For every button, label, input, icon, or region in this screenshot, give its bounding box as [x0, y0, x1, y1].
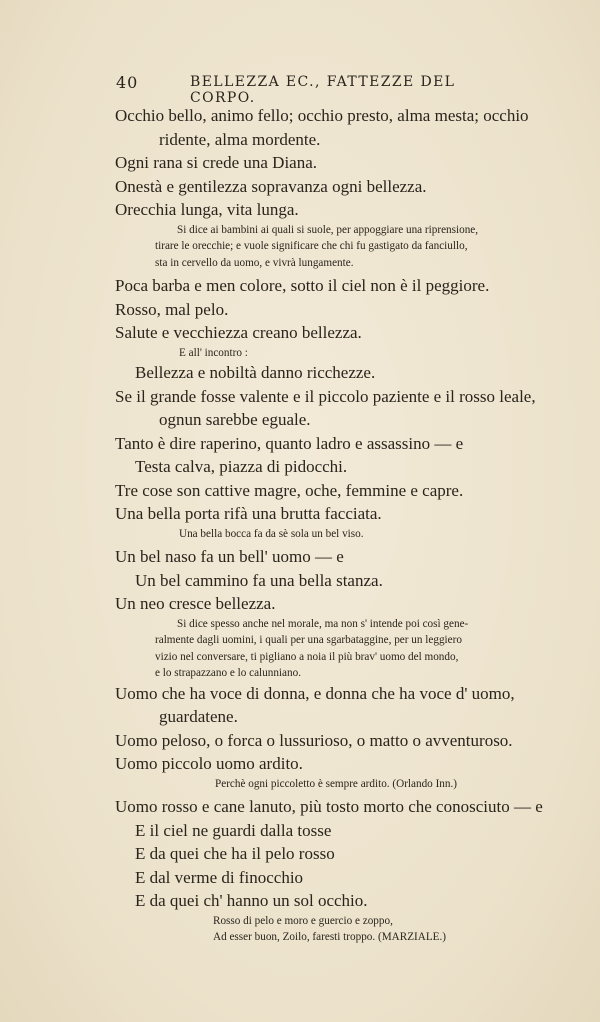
- note-line: Si dice spesso anche nel morale, ma non s' intende poi così gene-: [177, 617, 469, 630]
- proverb-line: Una bella porta rifà una brutta facciata.: [115, 504, 382, 523]
- proverb-line: Se il grande fosse valente e il piccolo paziente e il rosso leale,: [115, 386, 536, 406]
- proverb-line: Uomo piccolo uomo ardito.: [115, 754, 303, 773]
- proverb-line: Rosso, mal pelo.: [115, 299, 229, 319]
- page-body: [115, 104, 543, 946]
- note-line: sta in cervello da uomo, e vivrà lungamente.: [155, 256, 354, 269]
- note-line: vizio nel conversare, ti pigliano a noia il più brav' uomo del mondo,: [155, 650, 459, 663]
- proverb-line: Salute e vecchiezza creano bellezza.: [115, 323, 362, 342]
- proverb-line: Testa calva, piazza di pidocchi.: [135, 457, 348, 476]
- proverb-line: Ogni rana si crede una Diana.: [115, 153, 318, 172]
- running-title: BELLEZZA EC., FATTEZZE DEL CORPO.: [190, 74, 456, 106]
- verse-line: E da quei che ha il pelo rosso: [135, 844, 335, 863]
- proverb-line: Tre cose son cattive magre, oche, femmine e capre.: [115, 480, 464, 500]
- proverb-line: Uomo rosso e cane lanuto, più tosto morto che conosciuto — e: [115, 797, 543, 816]
- note-line: Una bella bocca fa da sè sola un bel viso.: [179, 527, 364, 540]
- proverb-line: Un bel naso fa un bell' uomo — e: [115, 547, 344, 566]
- proverb-line: Un bel cammino fa una bella stanza.: [135, 570, 383, 590]
- proverb-line: ognun sarebbe eguale.: [159, 410, 311, 429]
- note-line: tirare le orecchie; e vuole significare che chi fu gastigato da fanciullo,: [155, 240, 468, 252]
- proverb-line: Bellezza e nobiltà danno ricchezze.: [135, 363, 376, 382]
- epigram-line: Ad esser buon, Zoilo, faresti troppo. (MARZIALE.): [213, 931, 447, 943]
- proverb-line: Uomo peloso, o forca o lussurioso, o matto o avventuroso.: [115, 730, 513, 750]
- proverb-line: Occhio bello, animo fello; occhio presto, alma mesta; occhio: [115, 106, 529, 125]
- note-line: Perchè ogni piccoletto è sempre ardito. (Orlando Inn.): [215, 777, 458, 790]
- proverb-line: Onestà e gentilezza sopravanza ogni bellezza.: [115, 176, 427, 196]
- note-line: Si dice ai bambini ai quali si suole, per appoggiare una riprensione,: [177, 223, 479, 236]
- proverb-line: Un neo cresce bellezza.: [115, 594, 276, 613]
- proverb-line: Uomo che ha voce di donna, e donna che ha voce d' uomo,: [115, 683, 515, 703]
- note-line: ralmente dagli uomini, i quali per una sgarbataggine, per un leggiero: [155, 634, 462, 646]
- epigram-line: Rosso di pelo e moro e guercio e zoppo,: [213, 914, 393, 927]
- proverb-line: Poca barba e men colore, sotto il ciel non è il peggiore.: [115, 276, 490, 295]
- proverb-line: ridente, alma mordente.: [159, 129, 321, 149]
- proverb-line: Tanto è dire raperino, quanto ladro e assassino — e: [115, 433, 464, 453]
- note-line: E all' incontro :: [179, 346, 248, 359]
- proverb-line: Orecchia lunga, vita lunga.: [115, 200, 299, 219]
- verse-line: E dal verme di finocchio: [135, 867, 304, 887]
- verse-line: E il ciel ne guardi dalla tosse: [135, 820, 332, 840]
- proverb-line: guardatene.: [159, 707, 238, 726]
- page-number: 40: [116, 73, 139, 92]
- verse-line: E da quei ch' hanno un sol occhio.: [135, 891, 368, 910]
- note-line: e lo strapazzano e lo calunniano.: [155, 667, 301, 679]
